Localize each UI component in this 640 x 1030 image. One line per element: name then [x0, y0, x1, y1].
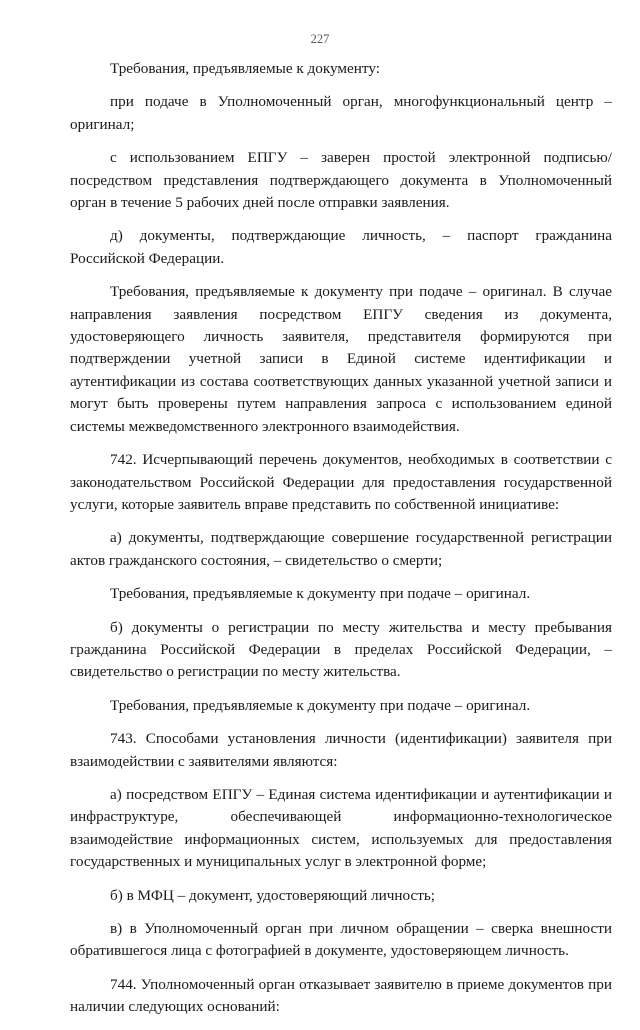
paragraph-742-a: а) документы, подтверждающие совершение государственной регистрации актов гражданского состояния, – свидетельство о смерти;: [70, 529, 612, 569]
page-number: 227: [310, 32, 330, 46]
paragraph-743-b: б) в МФЦ – документ, удостоверяющий личность;: [110, 886, 436, 904]
paragraph-743-a: а) посредством ЕПГУ – Единая система идентификации и аутентификации и инфраструктуре, обеспечивающей информационно-технологическое взаимодействие информационных систем, используемых для предоставления государственных и муниципальных услуг в электронной форме;: [70, 785, 612, 871]
paragraph-743-c: в) в Уполномоченный орган при личном обращении – сверка внешности обратившегося лица с фотографией в документе, удостоверяющем личность.: [70, 920, 612, 960]
paragraph-identity-requirements: Требования, предъявляемые к документу при подаче – оригинал. В случае направления заявления посредством ЕПГУ сведения из документа, удостоверяющего личность заявителя, представителя формируются при подтверждении учетной записи в Единой системе идентификации и аутентификации из состава соответствующих данных указанной учетной записи и могут быть проверены путем направления запроса с использованием единой системы межведомственного электронного взаимодействия.: [70, 283, 612, 435]
paragraph-identity-documents: д) документы, подтверждающие личность, – паспорт гражданина Российской Федерации.: [70, 227, 612, 267]
paragraph-742-a-requirements: Требования, предъявляемые к документу при подаче – оригинал.: [110, 585, 531, 603]
paragraph-744: 744. Уполномоченный орган отказывает заявителю в приеме документов при наличии следующих оснований:: [70, 975, 612, 1016]
paragraph-submission-in-person: при подаче в Уполномоченный орган, многофункциональный центр – оригинал;: [70, 93, 612, 133]
paragraph-requirements-heading: Требования, предъявляемые к документу:: [110, 60, 380, 77]
paragraph-743: 743. Способами установления личности (идентификации) заявителя при взаимодействии с заявителями являются:: [70, 730, 612, 770]
paragraph-742: 742. Исчерпывающий перечень документов, необходимых в соответствии с законодательством Российской Федерации для предоставления государственной услуги, которые заявитель вправе представить по собственной инициативе:: [70, 451, 612, 513]
paragraph-submission-epgu: с использованием ЕПГУ – заверен простой электронной подписью/ посредством представления подтверждающего документа в Уполномоченный орган в течение 5 рабочих дней после отправки заявления.: [70, 149, 612, 212]
document-body: [70, 58, 612, 1030]
paragraph-742-b: б) документы о регистрации по месту жительства и месту пребывания гражданина Российской Федерации в пределах Российской Федерации, – свидетельство о регистрации по месту жительства.: [70, 618, 612, 681]
paragraph-742-b-requirements: Требования, предъявляемые к документу при подаче – оригинал.: [110, 696, 531, 714]
